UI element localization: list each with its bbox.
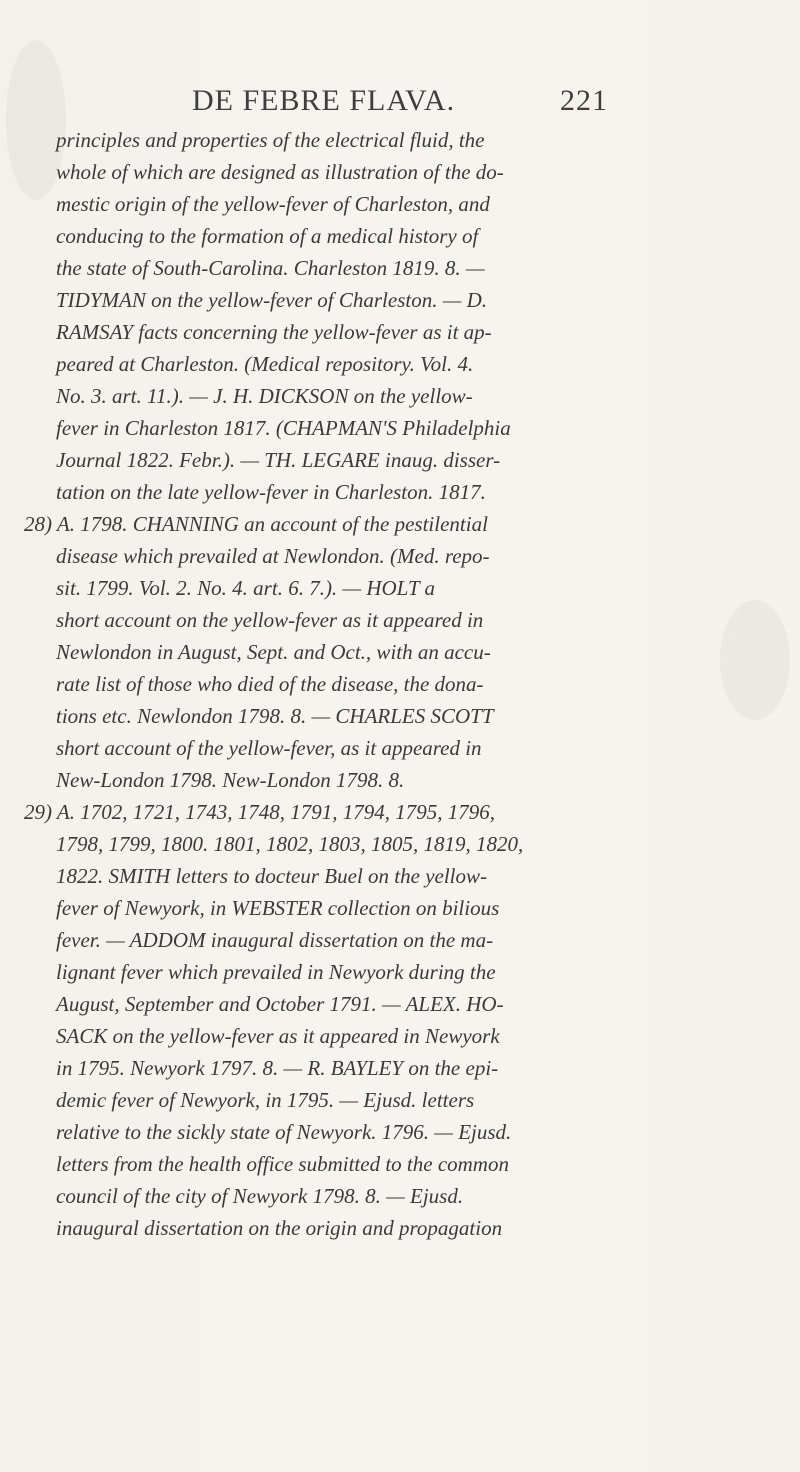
text-line: the state of South-Carolina. Charleston 1819. 8. —	[56, 256, 485, 280]
text-line: mestic origin of the yellow-fever of Charleston, and	[56, 192, 490, 216]
text-line: in 1795. Newyork 1797. 8. — R. BAYLEY on the epi-	[56, 1056, 499, 1080]
text-line: SACK on the yellow-fever as it appeared in Newyork	[56, 1024, 500, 1048]
text-line: 29) A. 1702, 1721, 1743, 1748, 1791, 1794, 1795, 1796,	[24, 800, 495, 824]
text-line: Newlondon in August, Sept. and Oct., with an accu-	[56, 640, 491, 664]
text-line: letters from the health office submitted to the common	[56, 1152, 509, 1176]
text-line: demic fever of Newyork, in 1795. — Ejusd. letters	[56, 1088, 475, 1112]
text-line: inaugural dissertation on the origin and propagation	[56, 1216, 503, 1240]
text-line: relative to the sickly state of Newyork. 1796. — Ejusd.	[56, 1120, 512, 1144]
text-line: tation on the late yellow-fever in Charleston. 1817.	[56, 480, 486, 504]
text-line: tions etc. Newlondon 1798. 8. — CHARLES SCOTT	[56, 704, 494, 728]
page-stain	[720, 600, 790, 720]
page-header	[0, 84, 800, 124]
text-line: council of the city of Newyork 1798. 8. — Ejusd.	[56, 1184, 464, 1208]
text-line: No. 3. art. 11.). — J. H. DICKSON on the yellow-	[56, 384, 473, 408]
text-line: sit. 1799. Vol. 2. No. 4. art. 6. 7.). — HOLT a	[56, 576, 435, 600]
page-number: 221	[560, 84, 608, 117]
text-line: TIDYMAN on the yellow-fever of Charleston. — D.	[56, 288, 488, 312]
running-title: DE FEBRE FLAVA.	[192, 84, 456, 117]
text-line: whole of which are designed as illustration of the do-	[56, 160, 504, 184]
text-line: 1822. SMITH letters to docteur Buel on the yellow-	[56, 864, 488, 888]
text-line: principles and properties of the electrical fluid, the	[56, 128, 485, 152]
text-line: New-London 1798. New-London 1798. 8.	[56, 768, 405, 792]
text-line: peared at Charleston. (Medical repository. Vol. 4.	[56, 352, 474, 376]
text-line: fever. — ADDOM inaugural dissertation on the ma-	[56, 928, 494, 952]
text-line: fever of Newyork, in WEBSTER collection on bilious	[56, 896, 500, 920]
text-line: disease which prevailed at Newlondon. (Med. repo-	[56, 544, 490, 568]
text-line: conducing to the formation of a medical history of	[56, 224, 479, 248]
text-line: fever in Charleston 1817. (CHAPMAN'S Philadelphia	[56, 416, 511, 440]
text-line: 28) A. 1798. CHANNING an account of the pestilential	[24, 512, 488, 536]
text-line: short account of the yellow-fever, as it appeared in	[56, 736, 482, 760]
text-line: August, September and October 1791. — ALEX. HO-	[56, 992, 504, 1016]
text-line: RAMSAY facts concerning the yellow-fever as it ap-	[56, 320, 492, 344]
text-line: short account on the yellow-fever as it appeared in	[56, 608, 484, 632]
text-line: lignant fever which prevailed in Newyork during the	[56, 960, 496, 984]
text-line: Journal 1822. Febr.). — TH. LEGARE inaug. disser-	[56, 448, 501, 472]
text-line: 1798, 1799, 1800. 1801, 1802, 1803, 1805, 1819, 1820,	[56, 832, 524, 856]
text-line: rate list of those who died of the disease, the dona-	[56, 672, 484, 696]
